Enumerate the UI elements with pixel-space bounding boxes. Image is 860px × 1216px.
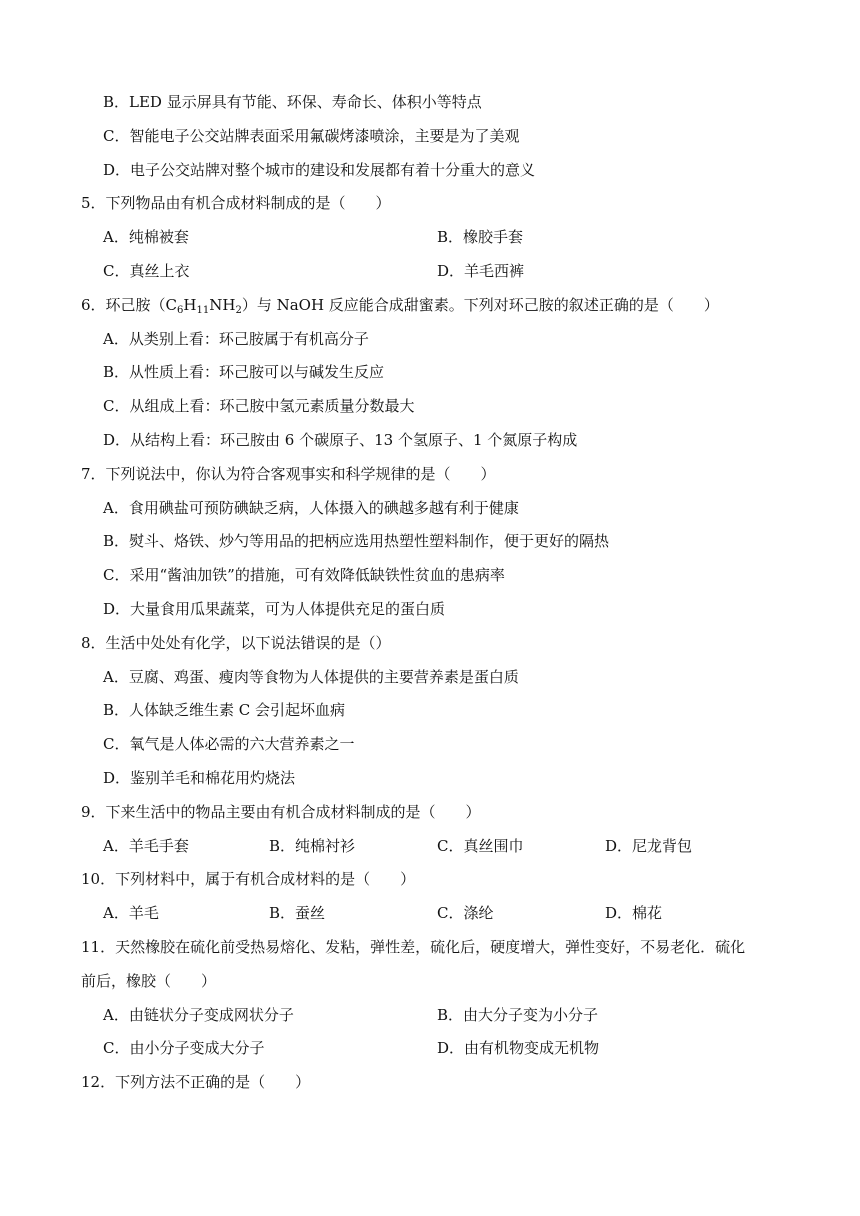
answer-option: A．羊毛手套 — [103, 837, 189, 855]
answer-option: C．氧气是人体必需的六大营养素之一 — [103, 735, 355, 753]
formula-text: ）与 NaOH 反应能合成甜蜜素。下列对环己胺的叙述正确的是（ ） — [241, 296, 719, 314]
answer-option: B．橡胶手套 — [437, 228, 524, 246]
answer-option: C．真丝围巾 — [437, 837, 524, 855]
formula-text: 6．环己胺（C — [81, 296, 178, 314]
formula-subscript: 6 — [177, 305, 184, 316]
answer-option: D．由有机物变成无机物 — [437, 1039, 600, 1057]
formula-text: H — [183, 296, 197, 314]
answer-option: C．涤纶 — [437, 904, 494, 922]
answer-option: D．电子公交站牌对整个城市的建设和发展都有着十分重大的意义 — [103, 161, 536, 179]
answer-option: B．熨斗、烙铁、炒勺等用品的把柄应选用热塑性塑料制作，便于更好的隔热 — [103, 532, 610, 550]
answer-option: C．采用“酱油加铁”的措施，可有效降低缺铁性贫血的患病率 — [103, 566, 505, 584]
question-text: 8．生活中处处有化学，以下说法错误的是（） — [81, 634, 391, 652]
formula-subscript: 11 — [196, 305, 210, 316]
answer-option: A．食用碘盐可预防碘缺乏病，人体摄入的碘越多越有利于健康 — [103, 499, 519, 517]
answer-option: B．蚕丝 — [269, 904, 326, 922]
answer-option: D．羊毛西裤 — [437, 262, 525, 280]
question-text: 11．天然橡胶在硫化前受热易熔化、发粘，弹性差，硫化后，硬度增大，弹性变好，不易老化．硫化 — [81, 938, 746, 956]
formula-subscript: 2 — [235, 305, 242, 316]
formula-text: NH — [209, 296, 236, 314]
answer-option: B．人体缺乏维生素 C 会引起坏血病 — [103, 701, 346, 719]
answer-option: A．从类别上看：环己胺属于有机高分子 — [103, 330, 369, 348]
answer-option: D．大量食用瓜果蔬菜，可为人体提供充足的蛋白质 — [103, 600, 446, 618]
answer-option: C．由小分子变成大分子 — [103, 1039, 265, 1057]
answer-option: A．纯棉被套 — [103, 228, 189, 246]
answer-option: B．从性质上看：环己胺可以与碱发生反应 — [103, 363, 385, 381]
question-text: 7．下列说法中，你认为符合客观事实和科学规律的是（ ） — [81, 465, 496, 483]
answer-option: B．LED 显示屏具有节能、环保、寿命长、体积小等特点 — [103, 93, 482, 111]
answer-option: B．由大分子变为小分子 — [437, 1006, 599, 1024]
answer-option: A．豆腐、鸡蛋、瘦肉等食物为人体提供的主要营养素是蛋白质 — [103, 668, 519, 686]
answer-option: C．从组成上看：环己胺中氢元素质量分数最大 — [103, 397, 415, 415]
question-text: 12．下列方法不正确的是（ ） — [81, 1073, 311, 1091]
answer-option: D．尼龙背包 — [605, 837, 693, 855]
question-text: 前后，橡胶（ ） — [81, 972, 217, 990]
answer-option: B．纯棉衬衫 — [269, 837, 356, 855]
answer-option: A．羊毛 — [103, 904, 159, 922]
answer-option: C．智能电子公交站牌表面采用氟碳烤漆喷涂，主要是为了美观 — [103, 127, 520, 145]
answer-option: D．棉花 — [605, 904, 663, 922]
answer-option: C．真丝上衣 — [103, 262, 190, 280]
answer-option: A．由链状分子变成网状分子 — [103, 1006, 294, 1024]
question-text — [81, 295, 719, 315]
question-text: 10．下列材料中，属于有机合成材料的是（ ） — [81, 870, 416, 888]
question-text: 9．下来生活中的物品主要由有机合成材料制成的是（ ） — [81, 803, 481, 821]
question-text: 5．下列物品由有机合成材料制成的是（ ） — [81, 194, 391, 212]
answer-option: D．从结构上看：环己胺由 6 个碳原子、13 个氢原子、1 个氮原子构成 — [103, 431, 578, 449]
answer-option: D．鉴别羊毛和棉花用灼烧法 — [103, 769, 296, 787]
